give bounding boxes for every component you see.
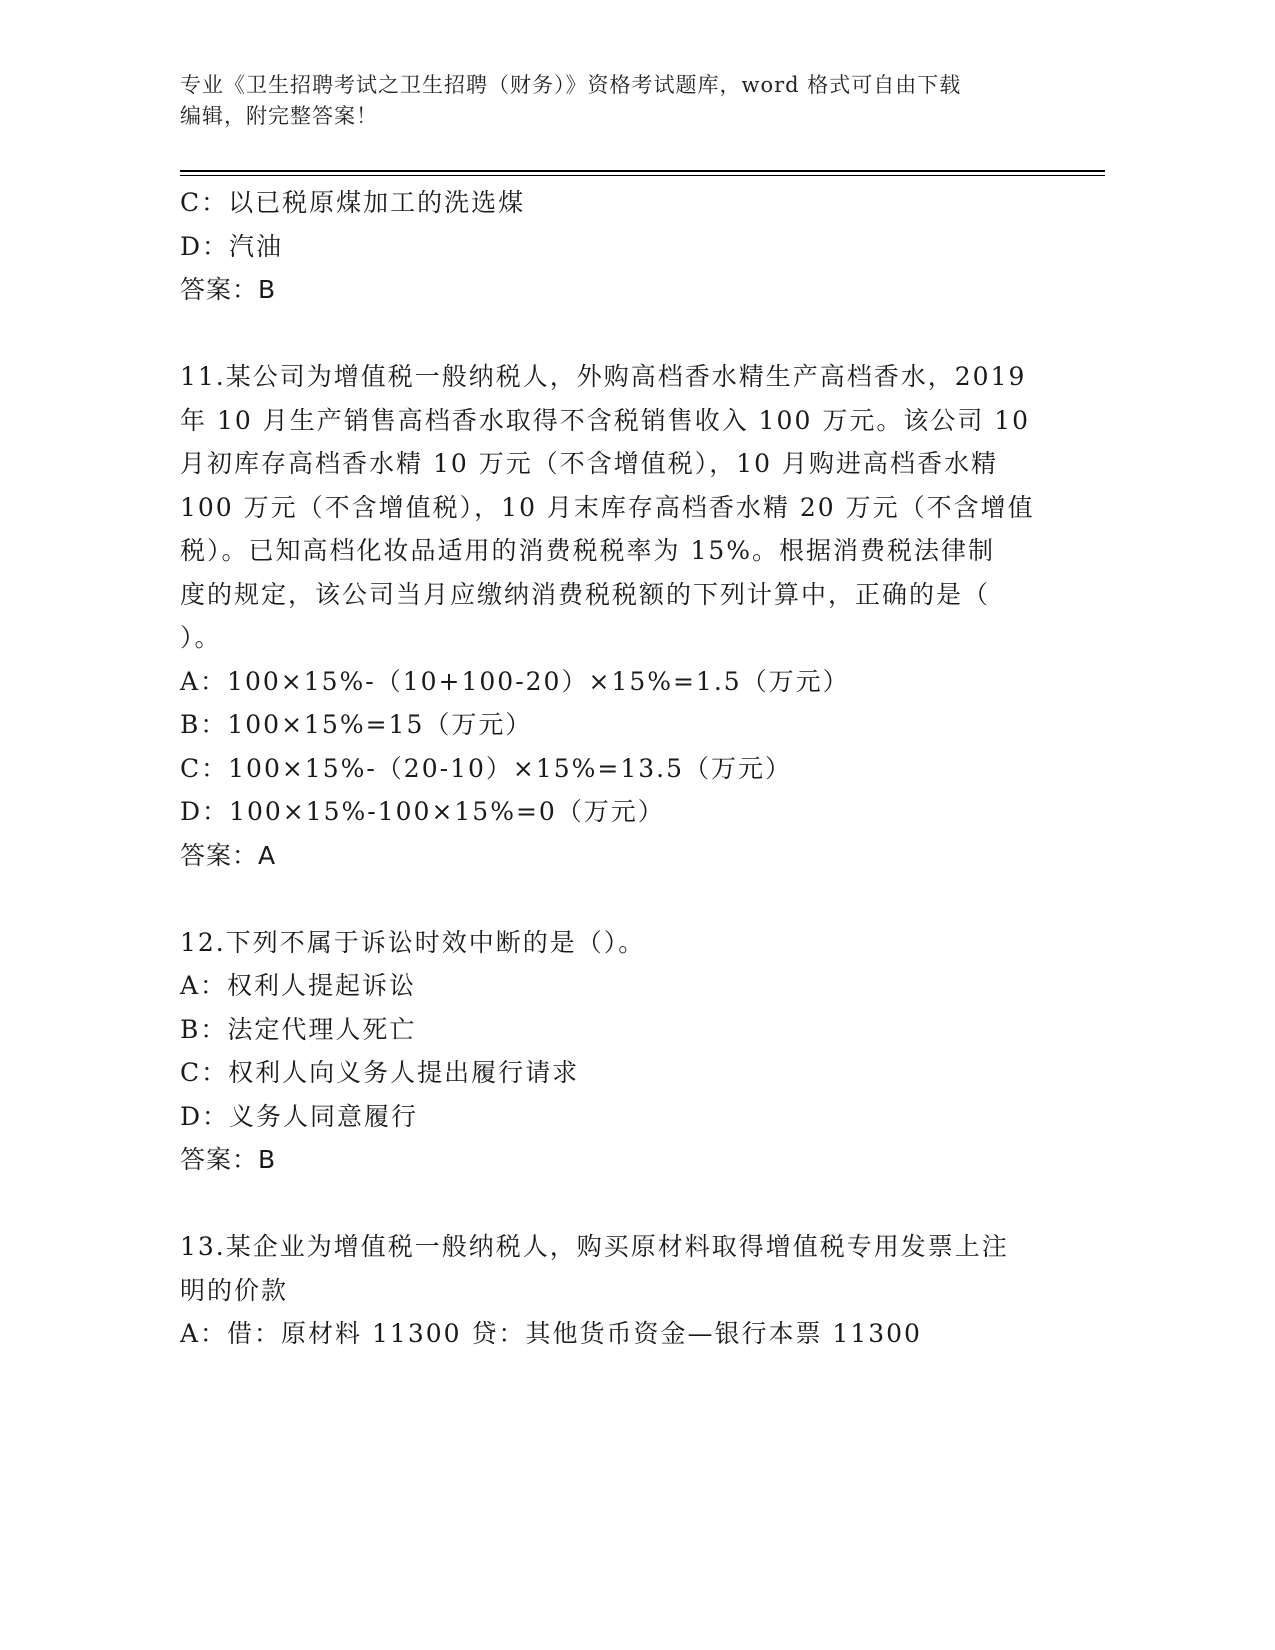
- option-b: B：100×15%=15（万元）: [180, 710, 533, 739]
- question-11-line: 度的规定，该公司当月应缴纳消费税税额的下列计算中，正确的是（: [180, 579, 991, 609]
- header-divider-thick: [180, 170, 1105, 172]
- question-11-line: 100 万元（不含增值税），10 月末库存高档香水精 20 万元（不含增值: [180, 492, 1035, 522]
- question-11-line: 11.某公司为增值税一般纳税人，外购高档香水精生产高档香水，2019: [180, 362, 1027, 391]
- prev-question-block: [180, 181, 1040, 312]
- question-11-line: 月初库存高档香水精 10 万元（不含增值税），10 月购进高档香水精: [180, 449, 998, 478]
- option-c: C：100×15%-（20-10）×15%=13.5（万元）: [180, 753, 793, 783]
- option-d: D：100×15%-100×15%=0（万元）: [180, 797, 665, 826]
- header-divider-thin: [180, 175, 1105, 176]
- option-b: B：法定代理人死亡: [180, 1014, 417, 1044]
- document-header: [180, 70, 1040, 132]
- option-c: C：以已税原煤加工的洗选煤: [180, 188, 526, 217]
- option-d: D：义务人同意履行: [180, 1101, 419, 1131]
- question-13-block: [180, 1225, 1040, 1356]
- spacer: [180, 877, 1040, 921]
- question-11-block: [180, 355, 1040, 877]
- header-line-1: 专业《卫生招聘考试之卫生招聘（财务）》资格考试题库，word 格式可自由下载: [180, 73, 962, 97]
- spacer: [180, 1182, 1040, 1226]
- question-13-line: 13.某企业为增值税一般纳税人，购买原材料取得增值税专用发票上注: [180, 1232, 1009, 1261]
- question-content: [180, 181, 1040, 1356]
- header-line-2: 编辑，附完整答案！: [180, 104, 378, 128]
- question-11-line: 年 10 月生产销售高档香水取得不含税销售收入 100 万元。该公司 10: [180, 405, 1031, 435]
- answer-line: 答案：B: [180, 275, 277, 304]
- answer-line: 答案：A: [180, 840, 277, 870]
- option-d: D：汽油: [180, 231, 284, 261]
- answer-line: 答案：B: [180, 1145, 277, 1174]
- question-12-block: [180, 921, 1040, 1182]
- question-13-line: 明的价款: [180, 1275, 289, 1305]
- question-12-text: 12.下列不属于诉讼时效中断的是（）。: [180, 927, 646, 957]
- option-a: A：借：原材料 11300 贷：其他货币资金—银行本票 11300: [180, 1319, 922, 1348]
- option-c: C：权利人向义务人提出履行请求: [180, 1058, 580, 1087]
- question-11-line: 税）。已知高档化妆品适用的消费税税率为 15%。根据消费税法律制: [180, 536, 996, 565]
- question-11-line: ）。: [180, 623, 222, 652]
- option-a: A：100×15%-（10+100-20）×15%=1.5（万元）: [180, 666, 850, 696]
- option-a: A：权利人提起诉讼: [180, 971, 417, 1000]
- spacer: [180, 312, 1040, 356]
